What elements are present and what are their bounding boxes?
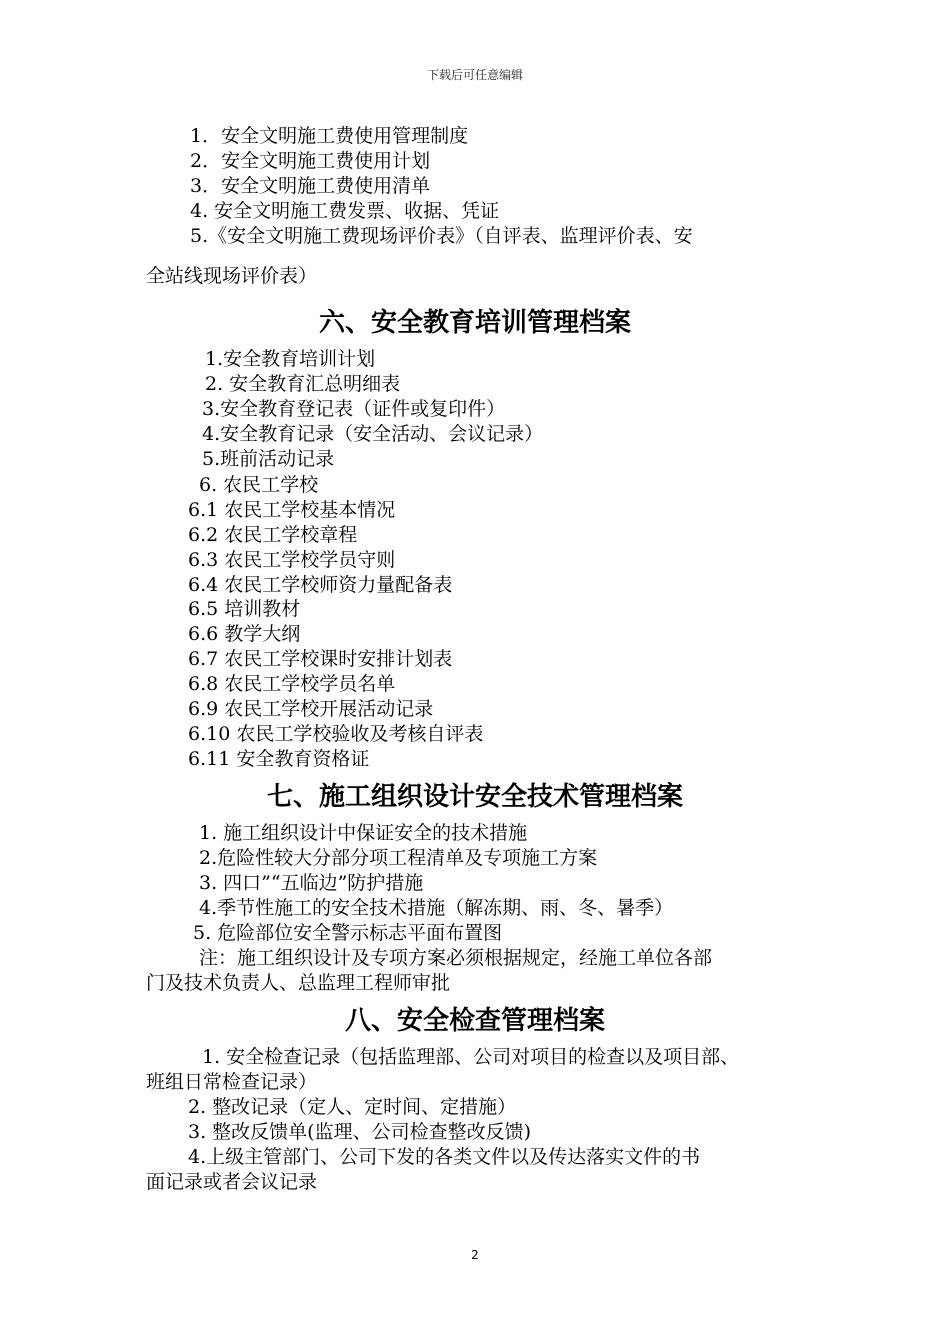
list-item: 6.9 农民工学校开展活动记录 [188,698,434,720]
note-text: 注：施工组织设计及专项方案必须根据规定，经施工单位各部 [199,947,713,969]
list-item: 6.3 农民工学校学员守则 [188,549,396,571]
list-item: 1.安全教育培训计划 [205,348,376,370]
list-item: 面记录或者会议记录 [146,1171,318,1193]
list-item: 6. 农民工学校 [199,474,319,496]
list-item: 5. 危险部位安全警示标志平面布置图 [193,922,503,944]
list-item: 1. 施工组织设计中保证安全的技术措施 [199,822,528,844]
list-item: 6.8 农民工学校学员名单 [188,673,396,695]
list-item: 2. 整改记录（定人、定时间、定措施） [188,1096,517,1118]
list-item: 全站线现场评价表） [146,265,318,287]
list-item: 3．安全文明施工费使用清单 [190,175,431,197]
list-item: 6.7 农民工学校课时安排计划表 [188,648,453,670]
section-title: 七、施工组织设计安全技术管理档案 [266,782,683,812]
page-header: 下载后可任意编辑 [426,68,523,82]
list-item: 4.上级主管部门、公司下发的各类文件以及传达落实文件的书 [188,1146,701,1168]
list-item: 班组日常检查记录） [146,1071,318,1093]
list-item: 3. 整改反馈单(监理、公司检查整改反馈) [188,1121,531,1143]
list-item: 6.4 农民工学校师资力量配备表 [188,574,453,596]
list-item: 4.安全教育记录（安全活动、会议记录） [202,423,544,445]
list-item: 3. 四口”“五临边”防护措施 [199,872,424,894]
list-item: 1. 安全检查记录（包括监理部、公司对项目的检查以及项目部、 [202,1046,740,1068]
list-item: 6.5 培训教材 [188,598,301,620]
list-item: 5.《安全文明施工费现场评价表》（自评表、监理评价表、安 [190,225,693,247]
list-item: 5.班前活动记录 [202,448,335,470]
list-item: 2. 安全教育汇总明细表 [205,373,401,395]
list-item: 2．安全文明施工费使用计划 [190,150,431,172]
note-text: 门及技术负责人、总监理工程师审批 [146,972,451,994]
list-item: 6.10 农民工学校验收及考核自评表 [188,723,484,745]
list-item: 6.11 安全教育资格证 [188,748,370,770]
list-item: 6.6 教学大纲 [188,623,301,645]
section-title: 六、安全教育培训管理档案 [318,308,631,338]
section-title: 八、安全检查管理档案 [344,1006,605,1036]
list-item: 6.2 农民工学校章程 [188,524,358,546]
list-item: 4. 安全文明施工费发票、收据、凭证 [190,200,500,222]
list-item: 2.危险性较大分部分项工程清单及专项施工方案 [199,847,598,869]
page-number: 2 [471,1248,479,1262]
list-item: 4.季节性施工的安全技术措施（解冻期、雨、冬、暑季） [199,897,674,919]
list-item: 3.安全教育登记表（证件或复印件） [202,398,506,420]
list-item: 1．安全文明施工费使用管理制度 [190,125,469,147]
list-item: 6.1 农民工学校基本情况 [188,499,396,521]
